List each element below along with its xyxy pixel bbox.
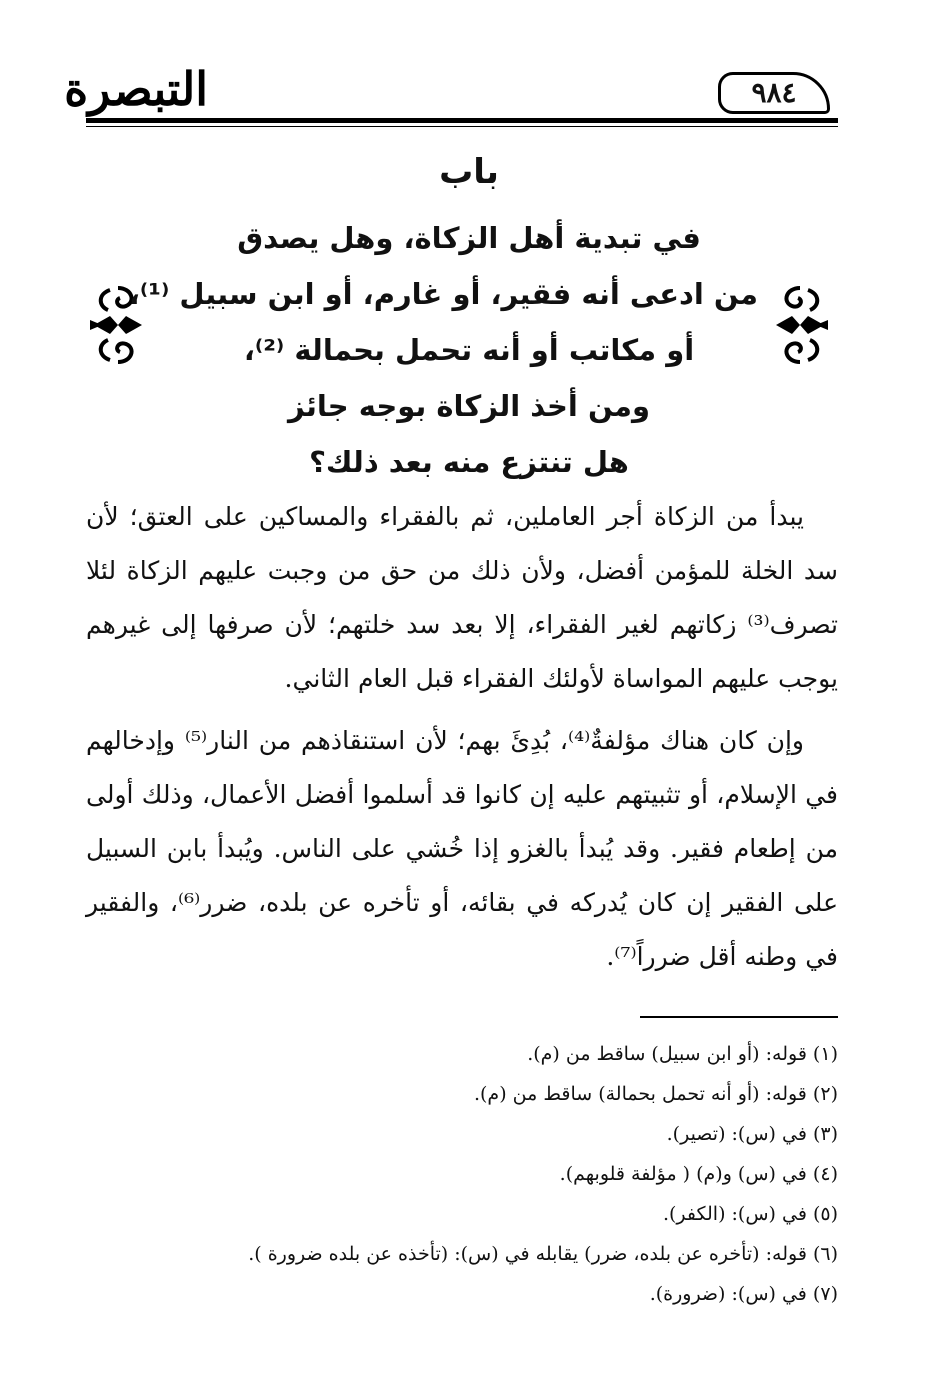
footnote: (٢) قوله: (أو أنه تحمل بحمالة) ساقط من (م). xyxy=(473,1083,838,1105)
heading-line: هل تنتزع منه بعد ذلك؟ xyxy=(309,445,629,479)
heading-line: ومن أخذ الزكاة بوجه جائز xyxy=(287,389,651,423)
footnote: (٥) في (س): (الكفر). xyxy=(662,1203,838,1225)
heading-line: أو مكاتب أو أنه تحمل بحمالة ⁽²⁾، xyxy=(243,333,695,367)
book-title: التبصرة xyxy=(64,62,208,116)
main-text xyxy=(86,490,838,992)
footnote: (٦) قوله: (تأخره عن بلده، ضرر) يقابله في (س): (تأخذه عن بلده ضرورة ). xyxy=(248,1243,838,1265)
page-number: ٩٨٤ xyxy=(718,72,830,114)
footnote-separator xyxy=(640,1016,838,1018)
chapter-label: باب xyxy=(439,152,499,192)
footnote: (١) قوله: (أو ابن سبيل) ساقط من (م). xyxy=(527,1043,838,1065)
footnote: (٤) في (س) و(م) ( مؤلفة قلوبهم). xyxy=(559,1163,838,1185)
paragraph: يبدأ من الزكاة أجر العاملين، ثم بالفقراء والمساكين على العتق؛ لأن سد الخلة للمؤمن أفضل، ولأن ذلك من حق من وجبت عليهم الزكاة لئلا تصرف⁽³⁾ زكاتهم لغير الفقراء، إلا بعد سد خلتهم؛ لأن صرفها إلى غيرهم يوجب عليهم المواساة لأولئك الفقراء قبل العام الثاني. xyxy=(86,502,838,693)
header-rule xyxy=(86,118,838,123)
header-rule-thin xyxy=(86,126,838,127)
paragraph: وإن كان هناك مؤلفةٌ⁽⁴⁾، بُدِئَ بهم؛ لأن استنقاذهم من النار⁽⁵⁾ وإدخالهم في الإسلام، أو تثبيتهم عليه إن كانوا قد أسلموا أفضل الأعمال، وذلك أولى من إطعام فقير. وقد يُبدأ بالغزو إذا خُشي على الناس. ويُبدأ بابن السبيل على الفقير إن كان يُدركه في بقائه، أو تأخره عن بلده، ضرر⁽⁶⁾، والفقير في وطنه أقل ضرراً⁽⁷⁾. xyxy=(86,726,838,971)
chapter-heading xyxy=(128,210,758,490)
footnote: (٧) في (س): (ضرورة). xyxy=(649,1283,838,1305)
heading-line: في تبدية أهل الزكاة، وهل يصدق xyxy=(237,221,701,255)
heading-line: من ادعى أنه فقير، أو غارم، أو ابن سبيل ⁽¹⁾، xyxy=(128,277,758,311)
scroll-ornament-icon xyxy=(770,280,830,370)
footnotes xyxy=(86,1034,838,1314)
footnote: (٣) في (س): (تصير). xyxy=(666,1123,838,1145)
